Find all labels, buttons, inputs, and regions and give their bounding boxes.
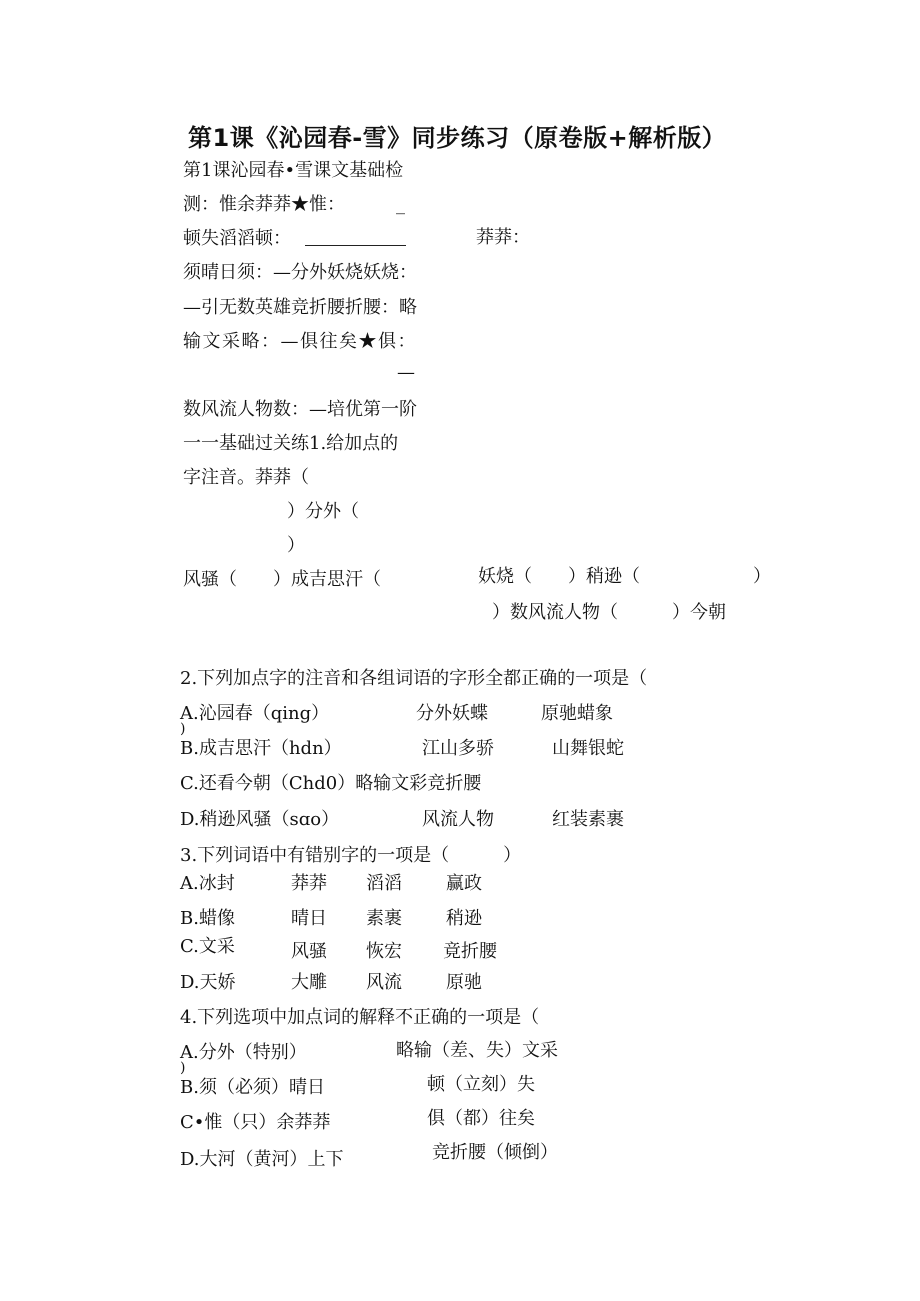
q3-option-c: C.文采 <box>180 936 235 957</box>
intro-line-6-dash: — <box>397 362 415 383</box>
q4-option-c-right: 俱（都）往矣 <box>427 1108 535 1129</box>
q4-option-a: A.分外（特别） <box>180 1042 307 1063</box>
q4-option-d-right: 竞折腰（倾倒） <box>432 1142 558 1163</box>
intro-line-3: 顿失滔滔顿： <box>183 228 291 249</box>
q2-option-a-word-2: 分外妖蝶 <box>416 703 488 724</box>
q3-option-b-word-2: 素裹 <box>366 908 402 929</box>
intro-line-11: ） <box>287 535 305 556</box>
intro-line-4: 须晴日须：—分外妖烧妖烧： <box>183 262 417 283</box>
q2-option-d-word-3: 红装素裹 <box>552 809 624 830</box>
q2-option-a: A.沁园春（qing） <box>180 703 330 724</box>
q3-option-a-word-2: 滔滔 <box>366 873 402 894</box>
intro-line-8: 一一基础过关练1.给加点的 <box>183 433 399 454</box>
intro-line-10: ）分外（ <box>287 501 359 522</box>
q2-option-b-word-2: 江山多骄 <box>422 738 494 759</box>
q3-option-c-word-3: 竟折腰 <box>443 941 497 962</box>
q3-option-d: D.天娇 <box>180 972 236 993</box>
q2-stem: 2.下列加点字的注音和各组词语的字形全都正确的一项是（ <box>180 668 648 689</box>
q2-option-b: B.成吉思汗（hdn） <box>180 738 342 759</box>
intro-line-13: ）数风流人物（ ）今朝 <box>492 602 726 623</box>
q3-option-b-word-3: 稍逊 <box>446 908 482 929</box>
q3-option-d-word-1: 大雕 <box>291 972 327 993</box>
q2-option-b-word-3: 山舞银蛇 <box>552 738 624 759</box>
q3-option-d-word-2: 风流 <box>366 972 402 993</box>
intro-line-12-paren: ） <box>753 566 771 587</box>
q3-option-d-word-3: 原驰 <box>446 972 482 993</box>
intro-line-3-right: 莽莽： <box>476 227 530 248</box>
q4-option-c: C•惟（只）余莽莽 <box>180 1112 331 1133</box>
intro-line-2: 测：惟余莽莽★惟： <box>183 194 345 215</box>
q4-option-d: D.大河（黄河）上下 <box>180 1149 344 1170</box>
q4-option-b: B.须（必须）晴日 <box>180 1077 325 1098</box>
intro-line-12-left: 风骚（ ）成吉思汗（ <box>183 569 381 590</box>
q3-stem: 3.下列词语中有错别字的一项是（ ） <box>180 845 522 866</box>
q2-option-a-word-3: 原驰蜡象 <box>541 703 613 724</box>
q2-option-d: D.稍逊风骚（sɑo） <box>180 809 340 830</box>
intro-line-9: 字注音。莽莽（ <box>183 467 309 488</box>
answer-blank <box>305 229 406 246</box>
intro-line-6: 输文采略：—俱往矣★俱： <box>183 331 417 352</box>
q4-close-paren: ) <box>180 1060 186 1076</box>
intro-line-2-blank: _ <box>396 194 405 215</box>
q2-option-c: C.还看今朝（Chd0）略输文彩竞折腰 <box>180 773 482 794</box>
q4-option-b-right: 顿（立刻）失 <box>427 1074 535 1095</box>
q3-option-a: A.冰封 <box>180 873 235 894</box>
intro-line-12-right: 妖烧（ ）稍逊（ <box>478 566 640 587</box>
q3-option-b-word-1: 晴日 <box>291 908 327 929</box>
q3-option-b: B.蜡像 <box>180 908 235 929</box>
q4-stem: 4.下列选项中加点词的解释不正确的一项是（ <box>180 1007 540 1028</box>
q3-option-a-word-1: 莽莽 <box>291 873 327 894</box>
q2-close-paren: ) <box>180 721 186 737</box>
q4-option-a-right: 略输（差、失）文采 <box>396 1040 558 1061</box>
q2-option-d-word-2: 风流人物 <box>422 809 494 830</box>
intro-line-7: 数风流人物数：—培优第一阶 <box>183 399 417 420</box>
document-title: 第1课《沁园春-雪》同步练习（原卷版+解析版） <box>188 124 727 152</box>
q3-option-a-word-3: 赢政 <box>446 873 482 894</box>
intro-line-5: —引无数英雄竞折腰折腰：略 <box>183 297 417 318</box>
q3-option-c-word-1: 风骚 <box>291 941 327 962</box>
q3-option-c-word-2: 恢宏 <box>366 941 402 962</box>
intro-line-1: 第1课沁园春•雪课文基础检 <box>183 160 404 181</box>
